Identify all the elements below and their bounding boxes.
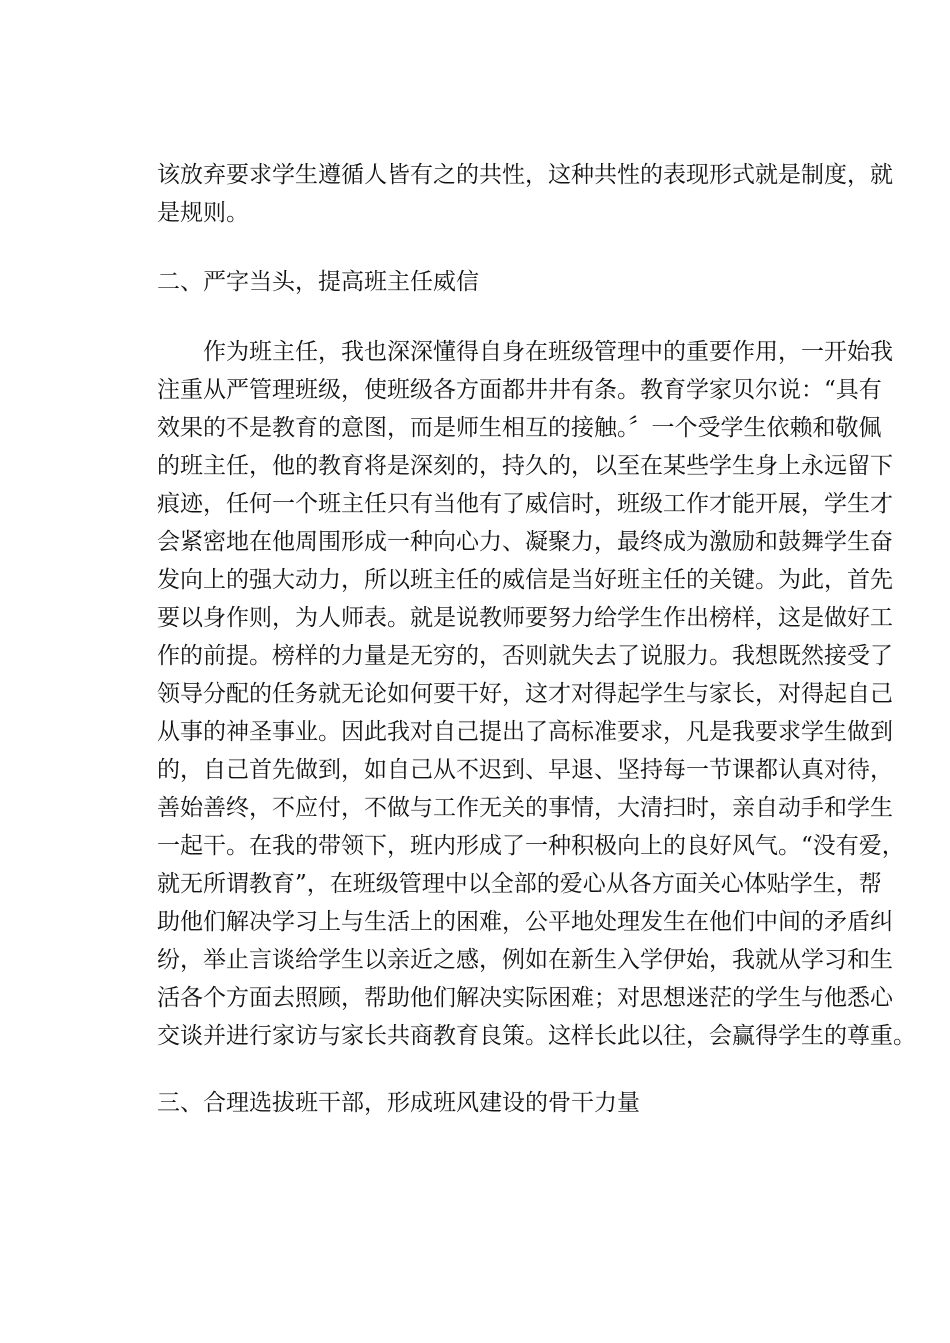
text-line: 从事的神圣事业。因此我对自己提出了高标准要求，凡是我要求学生做到: [157, 719, 893, 745]
section-heading-2: [157, 263, 857, 301]
intro-paragraph: [157, 156, 893, 232]
text-line: 注重从严管理班级，使班级各方面都井井有条。教育学家贝尔说：“具有: [157, 377, 882, 403]
text-line: 会紧密地在他周围形成一种向心力、凝聚力，最终成为激励和鼓舞学生奋: [157, 529, 893, 555]
text-line: 该放弃要求学生遵循人皆有之的共性，这种共性的表现形式就是制度，就: [157, 162, 893, 188]
body-paragraph: [157, 333, 916, 1055]
text-line: 活各个方面去照顾，帮助他们解决实际困难；对思想迷茫的学生与他悉心: [157, 985, 893, 1011]
text-line: 交谈并进行家访与家长共商教育良策。这样长此以往，会赢得学生的尊重。: [157, 1023, 916, 1049]
text-line: 助他们解决学习上与生活上的困难，公平地处理发生在他们中间的矛盾纠: [157, 909, 893, 935]
text-line: 善始善终，不应付，不做与工作无关的事情，大清扫时，亲自动手和学生: [157, 795, 893, 821]
text-line: 就无所谓教育”，在班级管理中以全部的爱心从各方面关心体贴学生，帮: [157, 871, 882, 897]
text-line: 纷，举止言谈给学生以亲近之感，例如在新生入学伊始，我就从学习和生: [157, 947, 893, 973]
text-line: 的班主任，他的教育将是深刻的，持久的，以至在某些学生身上永远留下: [157, 453, 893, 479]
text-line: 领导分配的任务就无论如何要干好，这才对得起学生与家长，对得起自己: [157, 681, 893, 707]
text-line: 作的前提。榜样的力量是无穷的，否则就失去了说服力。我想既然接受了: [157, 643, 893, 669]
text-line: 的，自己首先做到，如自己从不迟到、早退、坚持每一节课都认真对待，: [157, 757, 893, 783]
text-line: 痕迹，任何一个班主任只有当他有了威信时，班级工作才能开展，学生才: [157, 491, 893, 517]
text-line: 一起干。在我的带领下，班内形成了一种积极向上的良好风气。“没有爱，: [157, 833, 905, 859]
text-line: 要以身作则，为人师表。就是说教师要努力给学生作出榜样，这是做好工: [157, 605, 893, 631]
text-line: 是规则。: [157, 200, 249, 226]
text-line: 作为班主任，我也深深懂得自身在班级管理中的重要作用，一开始我: [203, 339, 893, 365]
section-heading-text: 三、合理选拔班干部，形成班风建设的骨干力量: [157, 1090, 640, 1116]
section-heading-text: 二、严字当头，提高班主任威信: [157, 269, 479, 295]
section-heading-3: [157, 1084, 857, 1122]
document-page: [157, 156, 916, 1122]
text-line: 效果的不是教育的意图，而是师生相互的接触。〞一个受学生依赖和敬佩: [157, 415, 882, 441]
text-line: 发向上的强大动力，所以班主任的威信是当好班主任的关键。为此，首先: [157, 567, 893, 593]
